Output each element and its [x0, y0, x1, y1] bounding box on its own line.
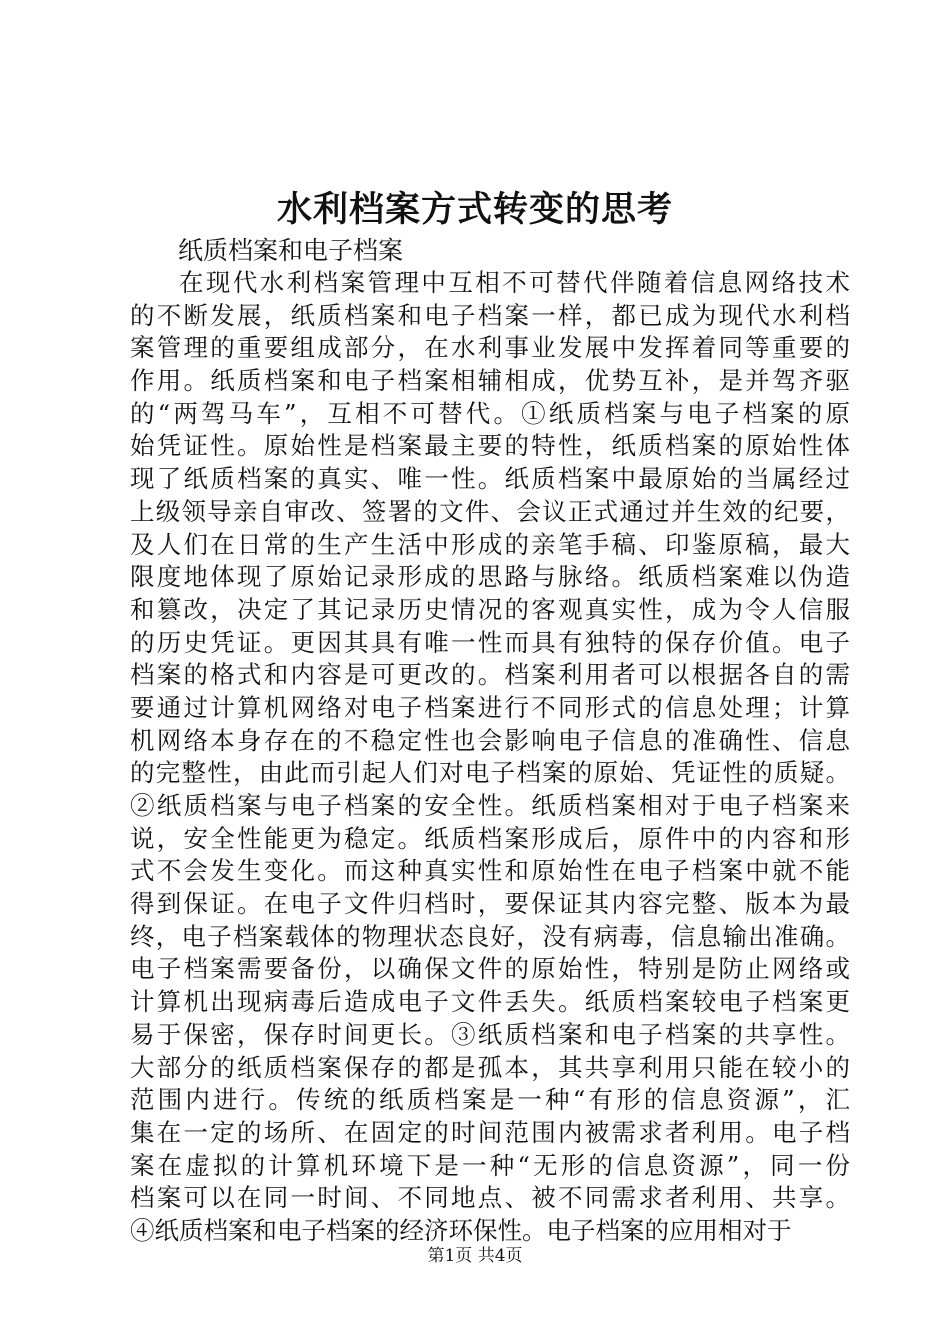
section-heading: 纸质档案和电子档案 — [178, 236, 404, 265]
text-line: 说，安全性能更为稳定。纸质档案形成后，原件中的内容和形 — [130, 823, 850, 853]
document-title: 水利档案方式转变的思考 — [276, 189, 673, 230]
text-line: 在现代水利档案管理中互相不可替代伴随着信息网络技术 — [179, 268, 850, 297]
text-line: 及人们在日常的生产生活中形成的亲笔手稿、印鉴原稿，最大 — [130, 529, 850, 559]
text-line: 计算机出现病毒后造成电子文件丢失。纸质档案较电子档案更 — [130, 987, 850, 1017]
text-line: 现了纸质档案的真实、唯一性。纸质档案中最原始的当属经过 — [130, 464, 850, 494]
text-line: 终，电子档案载体的物理状态良好，没有病毒，信息输出准确。 — [130, 921, 850, 951]
text-line: 上级领导亲自审改、签署的文件、会议正式通过并生效的纪要， — [130, 496, 850, 526]
text-line: 案在虚拟的计算机环境下是一种“无形的信息资源”，同一份 — [130, 1150, 850, 1180]
text-line: 作用。纸质档案和电子档案相辅相成，优势互补，是并驾齐驱 — [130, 366, 850, 396]
text-line: 档案可以在同一时间、不同地点、被不同需求者利用、共享。 — [130, 1183, 850, 1213]
text-line: 限度地体现了原始记录形成的思路与脉络。纸质档案难以伪造 — [130, 562, 850, 592]
text-line: ②纸质档案与电子档案的安全性。纸质档案相对于电子档案来 — [130, 791, 850, 820]
text-line: ④纸质档案和电子档案的经济环保性。电子档案的应用相对于 — [130, 1215, 792, 1245]
text-line: 档案的格式和内容是可更改的。档案利用者可以根据各自的需 — [130, 660, 850, 690]
text-line: 集在一定的场所、在固定的时间范围内被需求者利用。电子档 — [130, 1117, 850, 1147]
text-line: 机网络本身存在的不稳定性也会影响电子信息的准确性、信息 — [130, 725, 850, 755]
text-line: 和篡改，决定了其记录历史情况的客观真实性，成为令人信服 — [130, 594, 850, 624]
text-line: 的历史凭证。更因其具有唯一性而具有独特的保存价值。电子 — [130, 627, 850, 657]
text-line: 大部分的纸质档案保存的都是孤本，其共享利用只能在较小的 — [130, 1052, 850, 1082]
text-line: 始凭证性。原始性是档案最主要的特性，纸质档案的原始性体 — [130, 431, 850, 461]
text-line: 要通过计算机网络对电子档案进行不同形式的信息处理；计算 — [130, 692, 850, 722]
text-line: 易于保密，保存时间更长。③纸质档案和电子档案的共享性。 — [130, 1019, 850, 1049]
text-line: 电子档案需要备份，以确保文件的原始性，特别是防止网络或 — [130, 954, 850, 984]
text-line: 式不会发生变化。而这种真实性和原始性在电子档案中就不能 — [130, 856, 850, 886]
body-paragraph — [130, 267, 850, 1248]
text-line: 得到保证。在电子文件归档时，要保证其内容完整、版本为最 — [130, 889, 850, 919]
text-line: 的“两驾马车”，互相不可替代。①纸质档案与电子档案的原 — [130, 398, 850, 428]
text-line: 的不断发展，纸质档案和电子档案一样，都已成为现代水利档 — [130, 300, 850, 330]
text-line: 的完整性，由此而引起人们对电子档案的原始、凭证性的质疑。 — [130, 758, 850, 788]
text-line: 范围内进行。传统的纸质档案是一种“有形的信息资源”，汇 — [130, 1085, 850, 1115]
page-footer: 第1页 共4页 — [427, 1246, 523, 1266]
text-line: 案管理的重要组成部分，在水利事业发展中发挥着同等重要的 — [130, 333, 850, 363]
